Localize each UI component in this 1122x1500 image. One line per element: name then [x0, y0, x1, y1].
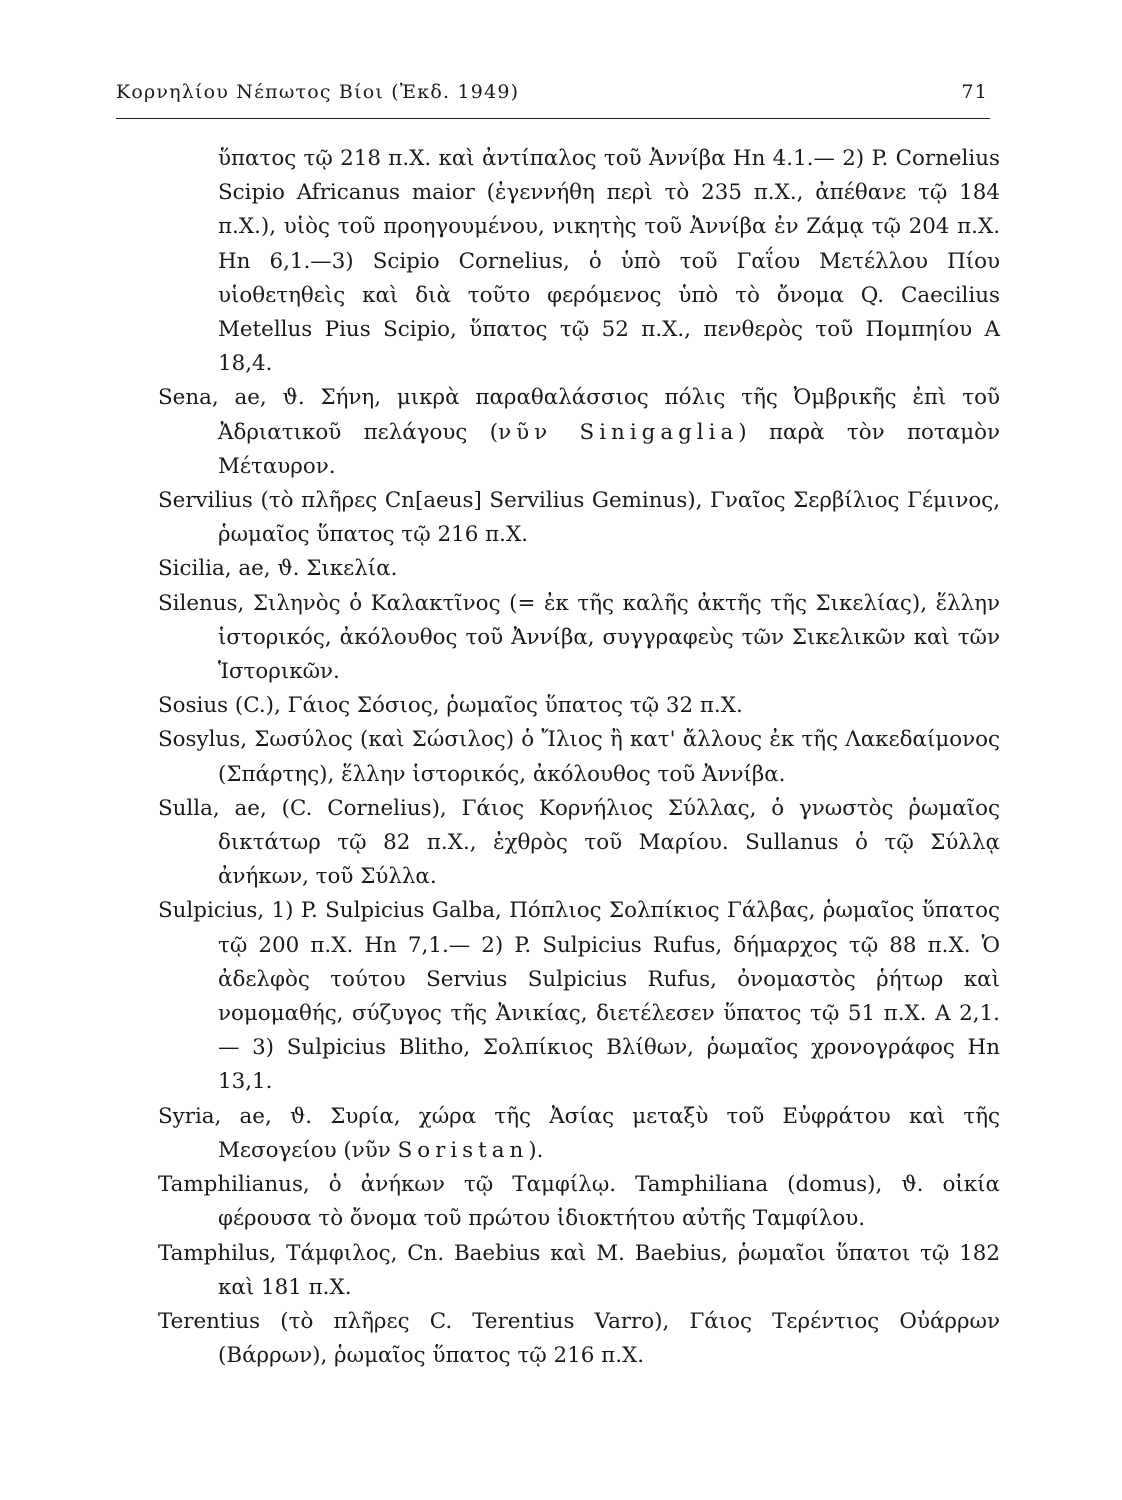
entry-text: ). [528, 1137, 544, 1163]
spaced-modern-name: νῦν Sinigaglia [498, 419, 739, 445]
glossary-entry-tamphilus: Tamphilus, Τάμφιλος, Cn. Baebius καὶ M. Baebius, ῥωμαῖοι ὕπατοι τῷ 182 καὶ 181 π.Χ. [158, 1240, 1000, 1300]
glossary-entry-syria [158, 1100, 1000, 1168]
glossary-entry-sena [158, 381, 1000, 484]
glossary-entry-terentius: Terentius (τὸ πλῆρες C. Terentius Varro), Γάιος Τερέντιος Οὐάρρων (Βάρρων), ῥωμαῖος ὕπατος τῷ 216 π.Χ. [158, 1308, 1000, 1369]
entry-text: Syria, ae, ϑ. Συρία, χώρα τῆς Ἀσίας μεταξὺ τοῦ Εὐφράτου καὶ τῆς Μεσογείου (νῦν [158, 1103, 1000, 1163]
header-rule [116, 118, 990, 119]
glossary-entries [158, 142, 1000, 1373]
glossary-entry-silenus: Silenus, Σιληνὸς ὁ Καλακτῖνος (= ἐκ τῆς καλῆς ἀκτῆς τῆς Σικελίας), ἕλλην ἱστορικός, ἀκόλουθος τοῦ Ἀννίβα, συγγραφεὺς τῶν Σικελικῶν καὶ τῶν Ἱστορικῶν. [158, 590, 1000, 685]
glossary-entry-tamphilianus: Tamphilianus, ὁ ἀνήκων τῷ Ταμφίλῳ. Tamphiliana (domus), ϑ. οἰκία φέρουσα τὸ ὄνομα τοῦ πρώτου ἰδιοκτήτου αὐτῆς Ταμφίλου. [158, 1172, 1000, 1232]
glossary-entry-servilius: Servilius (τὸ πλῆρες Cn[aeus] Servilius Geminus), Γναῖος Σερβίλιος Γέμινος, ῥωμαῖος ὕπατος τῷ 216 π.Χ. [158, 488, 1000, 548]
glossary-entry-sosius: Sosius (C.), Γάιος Σόσιος, ῥωμαῖος ὕπατος τῷ 32 π.Χ. [158, 693, 743, 719]
glossary-entry-sulla: Sulla, ae, (C. Cornelius), Γάιος Κορνήλιος Σύλλας, ὁ γνωστὸς ῥωμαῖος δικτάτωρ τῷ 82 π.Χ., ἐχθρὸς τοῦ Μαρίου. Sullanus ὁ τῷ Σύλλᾳ ἀνήκων, τοῦ Σύλλα. [158, 795, 1000, 890]
entry-text: Sena, ae, ϑ. Σήνη, μικρὰ παραθαλάσσιος πόλις τῆς Ὀμβρικῆς ἐπὶ τοῦ Ἀδριατικοῦ πελάγους ( [158, 385, 1000, 445]
glossary-entry-sosylus: Sosylus, Σωσύλος (καὶ Σώσιλος) ὁ Ἴλιος ἢ κατ' ἄλλους ἐκ τῆς Λακεδαίμονος (Σπάρτης), ἕλλην ἱστορικός, ἀκόλουθος τοῦ Ἀννίβα. [158, 727, 1000, 787]
spaced-modern-name: Soristan [397, 1137, 529, 1163]
running-head [116, 81, 988, 103]
page-number: 71 [961, 81, 988, 103]
running-head-title: Κορνηλίου Νέπωτος Βίοι (Ἐκδ. 1949) [116, 81, 520, 103]
entry-text: ) παρὰ τὸν ποταμὸν Μέταυρον. [218, 419, 1000, 479]
glossary-entry-sicilia: Sicilia, ae, ϑ. Σικελία. [158, 556, 398, 582]
glossary-entry-sulpicius: Sulpicius, 1) P. Sulpicius Galba, Πόπλιος Σολπίκιος Γάλβας, ῥωμαῖος ὕπατος τῷ 200 π.Χ. Hn 7,1.— 2) P. Sulpicius Rufus, δήμαρχος τῷ 88 π.Χ. Ὁ ἀδελφὸς τούτου Servius Sulpicius Rufus, ὀνομαστὸς ῥήτωρ καὶ νομομαθής, σύζυγος τῆς Ἀνικίας, διετέλεσεν ὕπατος τῷ 51 π.Χ. A 2,1.— 3) Sulpicius Blitho, Σολπίκιος Βλίθων, ῥωμαῖος χρονογράφος Hn 13,1. [158, 898, 1000, 1095]
glossary-entry-continuation: ὕπατος τῷ 218 π.Χ. καὶ ἀντίπαλος τοῦ Ἀννίβα Hn 4.1.— 2) P. Cornelius Scipio Africanus maior (ἐγεννήθη περὶ τὸ 235 π.Χ., ἀπέθανε τῷ 184 π.Χ.), υἱὸς τοῦ προηγουμένου, νικητὴς τοῦ Ἀννίβα ἐν Ζάμᾳ τῷ 204 π.Χ. Hn 6,1.—3) Scipio Cornelius, ὁ ὑπὸ τοῦ Γαΐου Μετέλλου Πίου υἱοθετηθεὶς καὶ διὰ τοῦτο φερόμενος ὑπὸ τὸ ὄνομα Q. Caecilius Metellus Pius Scipio, ὕπατος τῷ 52 π.Χ., πενθερὸς τοῦ Πομπηίου A 18,4. [218, 146, 1000, 377]
